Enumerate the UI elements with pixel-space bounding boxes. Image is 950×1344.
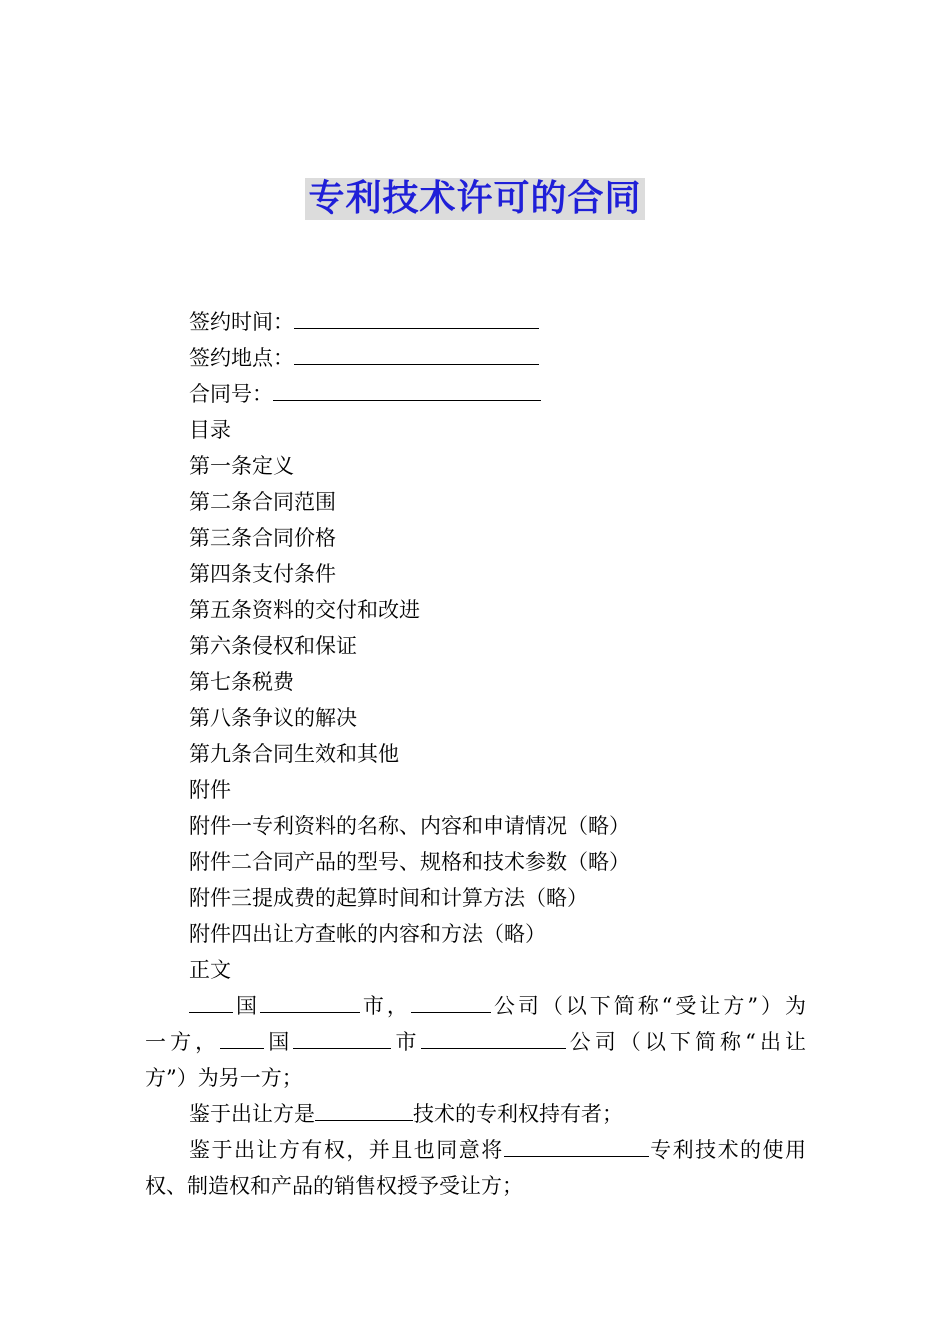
- text-segment: 一方，: [145, 1030, 221, 1054]
- title-container: [0, 178, 950, 220]
- patent-technology-blank: [504, 1132, 649, 1157]
- signing-time-blank: [294, 304, 539, 329]
- document-title: 专利技术许可的合同: [305, 178, 644, 220]
- text-segment: 市，: [359, 994, 411, 1018]
- appendix-item: 附件三提成费的起算时间和计算方法（略）: [189, 886, 588, 910]
- city-blank-2: [293, 1024, 391, 1049]
- field-label: 合同号：: [189, 382, 273, 406]
- text-segment: 国: [233, 994, 260, 1018]
- parties-line-1: [145, 988, 806, 1024]
- contract-number-blank: [273, 376, 541, 401]
- technology-blank: [315, 1096, 413, 1121]
- toc-item: 第四条支付条件: [189, 562, 336, 586]
- signing-time-row: [145, 304, 806, 340]
- whereas-2-line-1: [145, 1132, 806, 1168]
- toc-item: 第五条资料的交付和改进: [189, 598, 420, 622]
- appendix-item: 附件四出让方查帐的内容和方法（略）: [189, 922, 546, 946]
- whereas-1: [145, 1096, 806, 1132]
- document-body: [145, 304, 806, 1204]
- appendix-item: 附件二合同产品的型号、规格和技术参数（略）: [189, 850, 630, 874]
- field-label: 签约时间：: [189, 310, 294, 334]
- toc-item: 第六条侵权和保证: [189, 634, 357, 658]
- country-blank-2: [220, 1024, 264, 1049]
- toc-item: 第八条争议的解决: [189, 706, 357, 730]
- text-segment: 国: [264, 1030, 294, 1054]
- text-segment: 公司（以下简称“出让: [565, 1030, 807, 1054]
- whereas-2-line-2: 权、制造权和产品的销售权授予受让方；: [145, 1174, 523, 1198]
- toc-item: 第二条合同范围: [189, 490, 336, 514]
- signing-place-row: [145, 340, 806, 376]
- company-blank-2: [421, 1024, 566, 1049]
- body-heading: 正文: [189, 958, 231, 982]
- toc-item: 第三条合同价格: [189, 526, 336, 550]
- city-blank-1: [260, 988, 360, 1013]
- toc-item: 第一条定义: [189, 454, 294, 478]
- parties-line-2: [145, 1024, 806, 1060]
- text-segment: 鉴于出让方是: [189, 1102, 315, 1126]
- country-blank-1: [189, 988, 233, 1013]
- appendix-item: 附件一专利资料的名称、内容和申请情况（略）: [189, 814, 630, 838]
- text-segment: 技术的专利权持有者；: [413, 1102, 623, 1126]
- toc-item: 第七条税费: [189, 670, 294, 694]
- company-blank-1: [411, 988, 491, 1013]
- appendix-heading: 附件: [189, 778, 231, 802]
- text-segment: 市: [391, 1030, 421, 1054]
- text-segment: 鉴于出让方有权，并且也同意将: [189, 1138, 504, 1162]
- signing-place-blank: [294, 340, 539, 365]
- text-segment: 公司（以下简称“受让方”）为: [490, 994, 807, 1018]
- toc-item: 第九条合同生效和其他: [189, 742, 399, 766]
- parties-line-3: 方”）为另一方；: [145, 1066, 303, 1090]
- toc-heading: 目录: [189, 418, 231, 442]
- text-segment: 专利技术的使用: [648, 1138, 807, 1162]
- contract-number-row: [145, 376, 806, 412]
- field-label: 签约地点：: [189, 346, 294, 370]
